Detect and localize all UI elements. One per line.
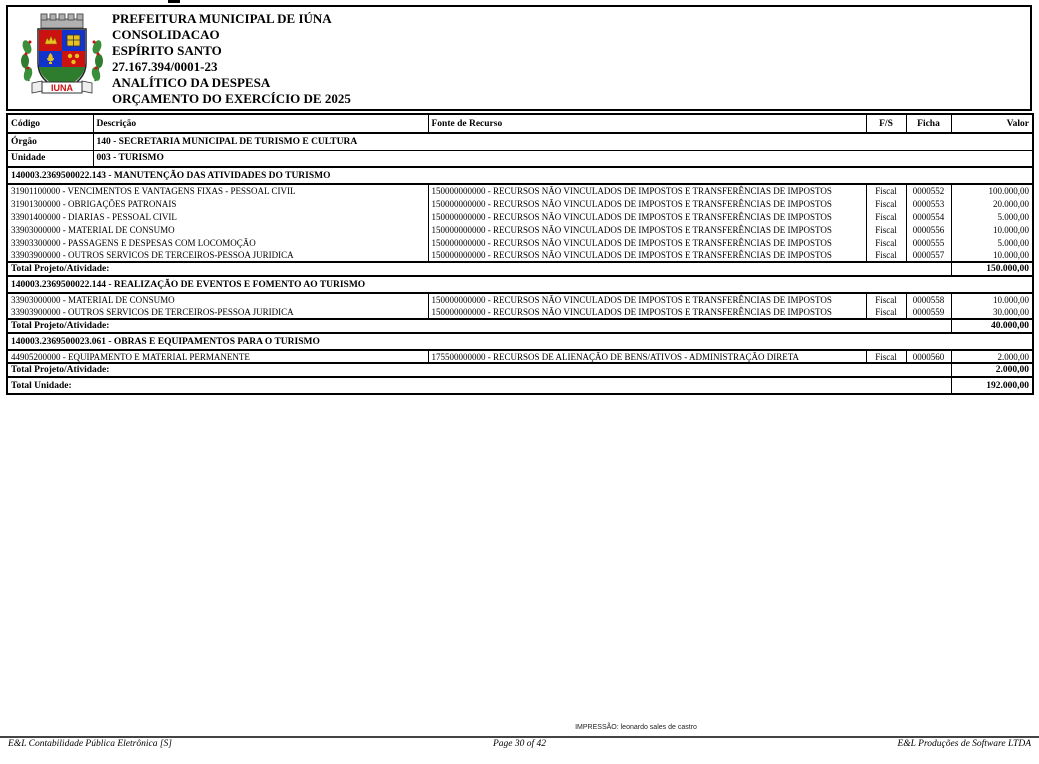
municipal-coat-of-arms [16,11,108,105]
expense-ficha: 0000553 [906,197,951,210]
footer-divider [0,736,1039,738]
col-header-valor: Valor [951,114,1033,133]
expense-valor: 10.000,00 [951,249,1033,262]
budget-year-label: ORÇAMENTO DO EXERCÍCIO DE 2025 [112,91,351,106]
expense-fonte: 150000000000 - RECURSOS NÃO VINCULADOS DE IMPOSTOS E TRANSFERÊNCIAS DE IMPOSTOS [428,210,866,223]
print-user-note: IMPRESSÃO: leonardo sales de castro [575,724,697,731]
expense-detail-row [7,236,1033,249]
expense-ficha: 0000554 [906,210,951,223]
unidade-row [7,150,1033,167]
expense-fs: Fiscal [866,249,906,262]
expense-valor: 10.000,00 [951,223,1033,236]
col-header-fs: F/S [866,114,906,133]
total-projeto-label: Total Projeto/Atividade: [7,262,951,276]
mural-crown-icon [41,14,83,28]
section-title: 140003.2369500022.144 - REALIZAÇÃO DE EVENTOS E FOMENTO AO TURISMO [7,276,1033,293]
scan-artifact [168,0,180,3]
expense-valor: 5.000,00 [951,236,1033,249]
right-branch-icon [90,39,103,82]
total-unidade-row [7,377,1033,394]
section-title: 140003.2369500023.061 - OBRAS E EQUIPAMENTOS PARA O TURISMO [7,333,1033,350]
expense-fs: Fiscal [866,236,906,249]
total-projeto-row [7,262,1033,276]
expense-descricao: 33903900000 - OUTROS SERVICOS DE TERCEIROS-PESSOA JURIDICA [7,306,428,319]
expense-descricao: 33903000000 - MATERIAL DE CONSUMO [7,223,428,236]
expense-detail-row [7,350,1033,363]
expense-descricao: 31901300000 - OBRIGAÇÕES PATRONAIS [7,197,428,210]
cnpj-number: 27.167.394/0001-23 [112,59,218,74]
expense-ficha: 0000555 [906,236,951,249]
total-projeto-value: 150.000,00 [951,262,1033,276]
expense-fonte: 150000000000 - RECURSOS NÃO VINCULADOS DE IMPOSTOS E TRANSFERÊNCIAS DE IMPOSTOS [428,223,866,236]
col-header-ficha: Ficha [906,114,951,133]
orgao-label: Órgão [7,133,93,150]
expense-ficha: 0000558 [906,293,951,306]
left-branch-icon [21,39,34,82]
total-projeto-value: 40.000,00 [951,319,1033,333]
footer-company-name: E&L Produções de Software LTDA [897,739,1031,749]
page-number: Page 30 of 42 [492,739,547,749]
expense-detail-row [7,184,1033,197]
total-projeto-row [7,363,1033,377]
expense-ficha: 0000556 [906,223,951,236]
expense-ficha: 0000552 [906,184,951,197]
total-unidade-label: Total Unidade: [7,377,951,394]
expense-fonte: 150000000000 - RECURSOS NÃO VINCULADOS DE IMPOSTOS E TRANSFERÊNCIAS DE IMPOSTOS [428,184,866,197]
expense-fs: Fiscal [866,306,906,319]
expense-detail-row [7,223,1033,236]
entity-name: PREFEITURA MUNICIPAL DE IÚNA [112,11,332,26]
table-header-row [7,114,1033,133]
unidade-label: Unidade [7,150,93,167]
expense-detail-row [7,197,1033,210]
expense-fonte: 150000000000 - RECURSOS NÃO VINCULADOS DE IMPOSTOS E TRANSFERÊNCIAS DE IMPOSTOS [428,197,866,210]
expense-fs: Fiscal [866,293,906,306]
total-projeto-row [7,319,1033,333]
expense-fs: Fiscal [866,184,906,197]
budget-table [6,113,1034,395]
expense-fs: Fiscal [866,210,906,223]
expense-fs: Fiscal [866,197,906,210]
expense-fonte: 150000000000 - RECURSOS NÃO VINCULADOS DE IMPOSTOS E TRANSFERÊNCIAS DE IMPOSTOS [428,249,866,262]
banner-text: IUNA [51,83,73,93]
report-header [6,5,1032,111]
total-projeto-value: 2.000,00 [951,363,1033,377]
expense-valor: 5.000,00 [951,210,1033,223]
expense-ficha: 0000557 [906,249,951,262]
expense-valor: 2.000,00 [951,350,1033,363]
total-unidade-value: 192.000,00 [951,377,1033,394]
expense-detail-row [7,249,1033,262]
footer-software-name: E&L Contabilidade Pública Eletrônica [S] [8,739,172,749]
expense-valor: 20.000,00 [951,197,1033,210]
report-name: ANALÍTICO DA DESPESA [112,75,271,90]
expense-descricao: 33903900000 - OUTROS SERVICOS DE TERCEIROS-PESSOA JURIDICA [7,249,428,262]
orgao-row [7,133,1033,150]
section-header-row [7,276,1033,293]
total-projeto-label: Total Projeto/Atividade: [7,363,951,377]
expense-valor: 10.000,00 [951,293,1033,306]
report-title-block [112,11,351,107]
section-title: 140003.2369500022.143 - MANUTENÇÃO DAS ATIVIDADES DO TURISMO [7,167,1033,184]
budget-table-body [7,114,1033,394]
expense-detail-row [7,210,1033,223]
consolidation-label: CONSOLIDACAO [112,27,220,42]
coat-of-arms-icon [16,11,108,105]
col-header-descricao: Descrição [93,114,428,133]
total-projeto-label: Total Projeto/Atividade: [7,319,951,333]
expense-ficha: 0000560 [906,350,951,363]
expense-fs: Fiscal [866,350,906,363]
expense-descricao: 33901400000 - DIARIAS - PESSOAL CIVIL [7,210,428,223]
orgao-value: 140 - SECRETARIA MUNICIPAL DE TURISMO E CULTURA [93,133,1033,150]
expense-fonte: 150000000000 - RECURSOS NÃO VINCULADOS DE IMPOSTOS E TRANSFERÊNCIAS DE IMPOSTOS [428,293,866,306]
expense-detail-row [7,306,1033,319]
section-header-row [7,167,1033,184]
expense-descricao: 44905200000 - EQUIPAMENTO E MATERIAL PERMANENTE [7,350,428,363]
banner-ribbon-icon [32,81,92,93]
shield-icon [38,29,86,90]
col-header-codigo: Código [7,114,93,133]
expense-descricao: 33903300000 - PASSAGENS E DESPESAS COM LOCOMOÇÃO [7,236,428,249]
expense-detail-row [7,293,1033,306]
expense-valor: 30.000,00 [951,306,1033,319]
expense-descricao: 33903000000 - MATERIAL DE CONSUMO [7,293,428,306]
unidade-value: 003 - TURISMO [93,150,1033,167]
expense-fonte: 175500000000 - RECURSOS DE ALIENAÇÃO DE BENS/ATIVOS - ADMINISTRAÇÃO DIRETA [428,350,866,363]
expense-fonte: 150000000000 - RECURSOS NÃO VINCULADOS DE IMPOSTOS E TRANSFERÊNCIAS DE IMPOSTOS [428,236,866,249]
expense-fs: Fiscal [866,223,906,236]
expense-valor: 100.000,00 [951,184,1033,197]
expense-fonte: 150000000000 - RECURSOS NÃO VINCULADOS DE IMPOSTOS E TRANSFERÊNCIAS DE IMPOSTOS [428,306,866,319]
col-header-fonte: Fonte de Recurso [428,114,866,133]
section-header-row [7,333,1033,350]
state-name: ESPÍRITO SANTO [112,43,222,58]
expense-descricao: 31901100000 - VENCIMENTOS E VANTAGENS FIXAS - PESSOAL CIVIL [7,184,428,197]
expense-ficha: 0000559 [906,306,951,319]
